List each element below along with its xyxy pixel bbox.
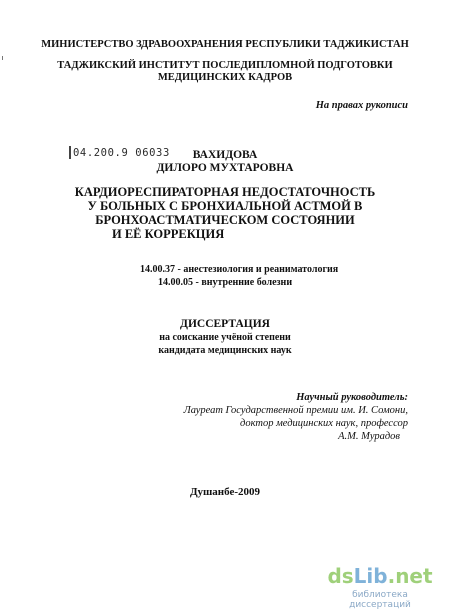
watermark-subtitle: библиотека диссертаций xyxy=(349,590,411,610)
ministry-heading: МИНИСТЕРСТВО ЗДРАВООХРАНЕНИЯ РЕСПУБЛИКИ ТАДЖИКИСТАН xyxy=(41,39,409,50)
logo-lib: Lib xyxy=(353,564,388,588)
scan-speck xyxy=(2,56,3,60)
thesis-title-line4: И ЕЁ КОРРЕКЦИЯ xyxy=(112,227,225,241)
dissertation-heading: ДИССЕРТАЦИЯ xyxy=(180,318,270,330)
specialty-code-2: 14.00.05 - внутренние болезни xyxy=(158,277,293,288)
thesis-title-line3: БРОНХОАСТМАТИЧЕСКОМ СОСТОЯНИИ xyxy=(95,213,355,227)
author-surname: ВАХИДОВА xyxy=(192,149,258,161)
thesis-title-line2: У БОЛЬНЫХ С БРОНХИАЛЬНОЙ АСТМОЙ В xyxy=(87,199,363,213)
thesis-title-line1: КАРДИОРЕСПИРАТОРНАЯ НЕДОСТАТОЧНОСТЬ xyxy=(74,185,376,199)
specialty-code-1: 14.00.37 - анестезиология и реаниматология xyxy=(140,264,339,275)
dslib-logo xyxy=(320,565,440,587)
supervisor-degree: доктор медицинских наук, профессор xyxy=(240,418,408,429)
supervisor-award: Лауреат Государственной премии им. И. Сомони, xyxy=(183,405,408,416)
catalog-number-stamp: 04.200.9 06033 xyxy=(73,147,170,159)
supervisor-label: Научный руководитель: xyxy=(296,392,408,403)
logo-ds: ds xyxy=(327,564,354,588)
logo-net: .net xyxy=(387,564,433,588)
institute-name-line1: ТАДЖИКСКИЙ ИНСТИТУТ ПОСЛЕДИПЛОМНОЙ ПОДГОТОВКИ xyxy=(57,60,393,71)
degree-line1: на соискание учёной степени xyxy=(159,332,291,343)
dslib-watermark xyxy=(320,564,440,610)
degree-line2: кандидата медицинских наук xyxy=(158,345,292,356)
supervisor-name: А.М. Мурадов xyxy=(338,431,400,442)
author-given-names: ДИЛОРО МУХТАРОВНА xyxy=(156,162,294,174)
city-year: Душанбе-2009 xyxy=(189,486,261,498)
institute-name-line2: МЕДИЦИНСКИХ КАДРОВ xyxy=(157,72,293,83)
manuscript-rights-note: На правах рукописи xyxy=(315,100,408,111)
